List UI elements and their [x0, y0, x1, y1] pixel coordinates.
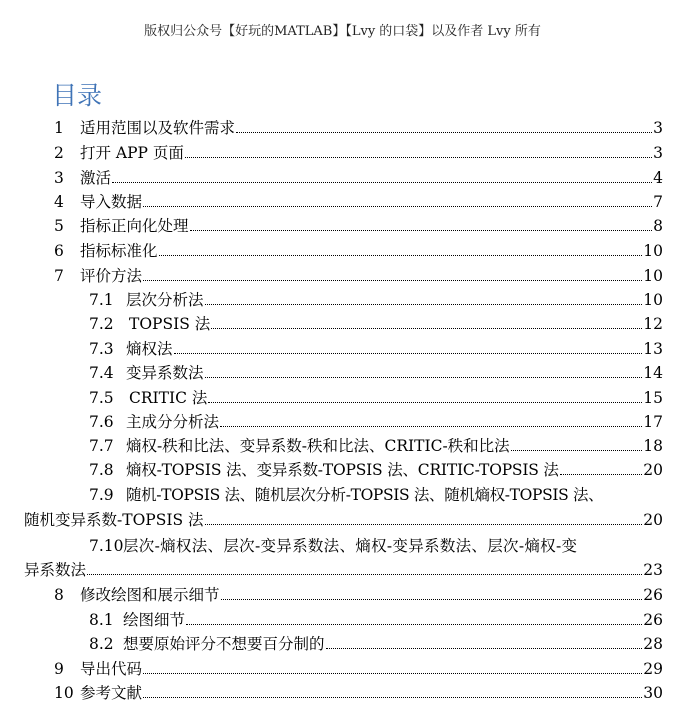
- toc-entry-wrapped-line[interactable]: 7.10层次-熵权法、层次-变异系数法、熵权-变异系数法、层次-熵权-变: [89, 537, 578, 555]
- toc-entry[interactable]: 8.1 绘图细节 26: [89, 611, 663, 629]
- toc-entry[interactable]: 7.1 层次分析法 10: [89, 291, 663, 309]
- toc-entry[interactable]: 7.7 熵权-秩和比法、变异系数-秩和比法、CRITIC-秩和比法 18: [89, 437, 663, 455]
- toc-entry[interactable]: 10 参考文献 30: [54, 684, 663, 702]
- toc-title: 目录: [52, 81, 103, 110]
- page-header: 版权归公众号【好玩的MATLAB】【Lvy 的口袋】以及作者 Lvy 所有: [144, 24, 541, 39]
- toc-entry[interactable]: 随机变异系数-TOPSIS 法 20: [24, 511, 663, 529]
- toc-entry[interactable]: 7.5 CRITIC 法 15: [89, 389, 663, 407]
- toc-entry[interactable]: 4 导入数据 7: [54, 193, 663, 211]
- toc-entry[interactable]: 1 适用范围以及软件需求 3: [54, 119, 663, 137]
- toc-entry[interactable]: 6 指标标准化 10: [54, 242, 663, 260]
- toc-entry[interactable]: 7.4 变异系数法 14: [89, 364, 663, 382]
- toc-entry[interactable]: 2 打开 APP 页面 3: [54, 144, 663, 162]
- toc-entry[interactable]: 异系数法 23: [24, 561, 663, 579]
- toc-entry[interactable]: 7 评价方法 10: [54, 267, 663, 285]
- toc-entry[interactable]: 8.2 想要原始评分不想要百分制的 28: [89, 635, 663, 653]
- toc-entry-wrapped-line[interactable]: 7.9 随机-TOPSIS 法、随机层次分析-TOPSIS 法、随机熵权-TOPSIS 法、: [89, 486, 604, 504]
- toc-entry[interactable]: 7.8 熵权-TOPSIS 法、变异系数-TOPSIS 法、CRITIC-TOPSIS 法 20: [89, 461, 663, 479]
- toc-entry[interactable]: 8 修改绘图和展示细节 26: [54, 586, 663, 604]
- toc-entry[interactable]: 3 激活 4: [54, 169, 663, 187]
- toc-entry[interactable]: 7.6 主成分分析法 17: [89, 413, 663, 431]
- toc-entry[interactable]: 7.2 TOPSIS 法 12: [89, 315, 663, 333]
- toc-entry[interactable]: 5 指标正向化处理 8: [54, 217, 663, 235]
- toc-entry[interactable]: 9 导出代码 29: [54, 660, 663, 678]
- toc-entry[interactable]: 7.3 熵权法 13: [89, 340, 663, 358]
